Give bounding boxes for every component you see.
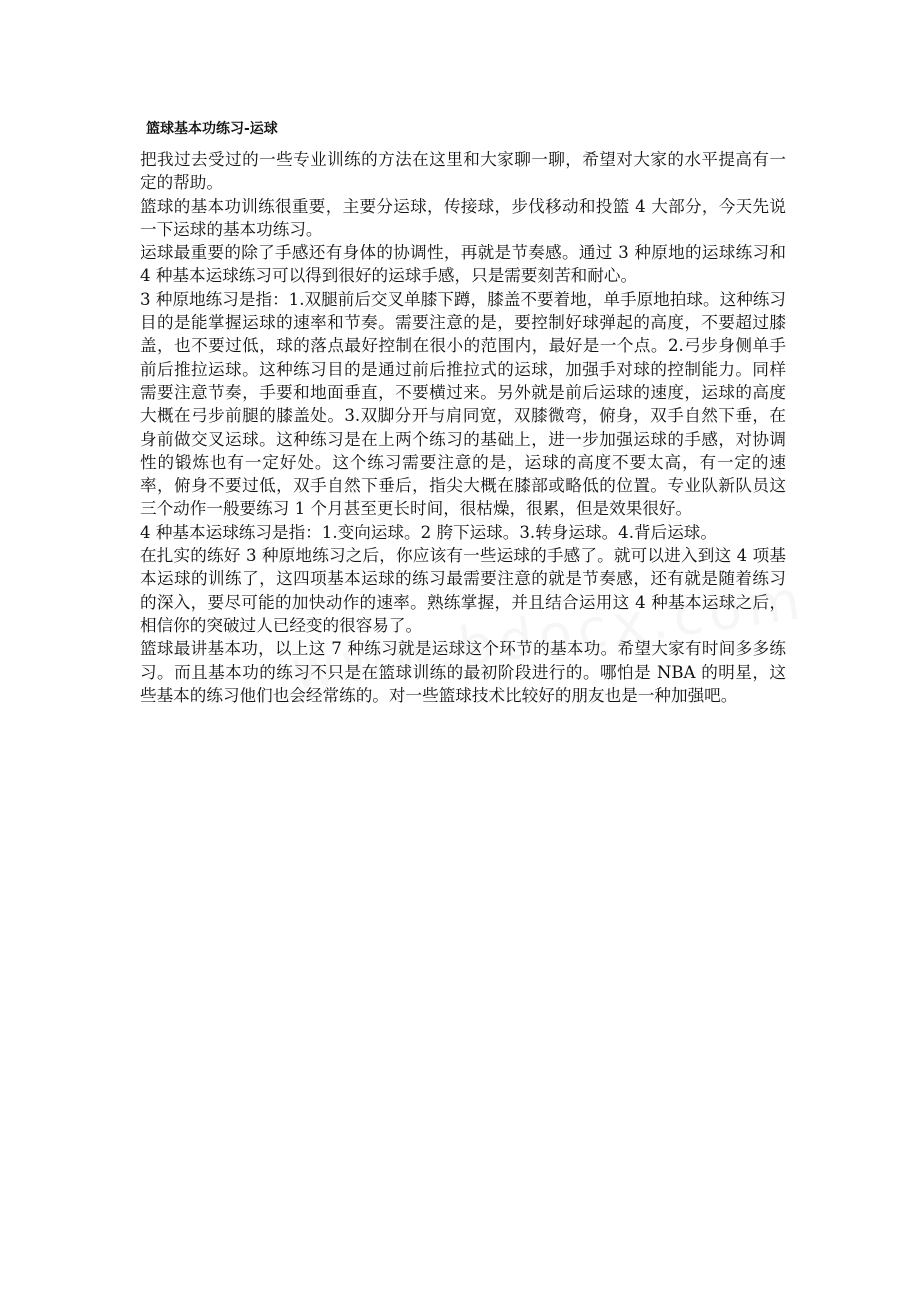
paragraph-overview: 篮球的基本功训练很重要，主要分运球，传接球，步伐移动和投篮 4 大部分，今天先说一下运球的基本功练习。 <box>140 196 786 239</box>
paragraph-conclusion: 篮球最讲基本功，以上这 7 种练习就是运球这个环节的基本功。希望大家有时间多多练习。而且基本功的练习不只是在篮球训练的最初阶段进行的。哪怕是 NBA 的明星，这些基本的练习他们也会经常练的。对一些篮球技术比较好的朋友也是一种加强吧。 <box>140 639 786 705</box>
paragraph-basic-drills-list: 4 种基本运球练习是指：1.变向运球。2 胯下运球。3.转身运球。4.背后运球。 <box>140 522 717 542</box>
document-title: 篮球基本功练习-运球 <box>146 121 278 137</box>
paragraph-key-points: 运球最重要的除了手感还有身体的协调性，再就是节奏感。通过 3 种原地的运球练习和 4 种基本运球练习可以得到很好的运球手感，只是需要刻苦和耐心。 <box>140 243 786 286</box>
paragraph-intro: 把我过去受过的一些专业训练的方法在这里和大家聊一聊，希望对大家的水平提高有一定的帮助。 <box>140 150 786 193</box>
document-body <box>140 148 786 707</box>
paragraph-basic-drills-detail: 在扎实的练好 3 种原地练习之后，你应该有一些运球的手感了。就可以进入到这 4 项基本运球的训练了，这四项基本运球的练习最需要注意的就是节奏感，还有就是随着练习的深入，要尽可能的加快动作的速率。熟练掌握，并且结合运用这 4 种基本运球之后，相信你的突破过人已经变的很容易了。 <box>140 546 786 635</box>
paragraph-stationary-drills: 3 种原地练习是指：1.双腿前后交叉单膝下蹲，膝盖不要着地，单手原地拍球。这种练习目的是能掌握运球的速率和节奏。需要注意的是，要控制好球弹起的高度，不要超过膝盖，也不要过低，球的落点最好控制在很小的范围内，最好是一个点。2.弓步身侧单手前后推拉运球。这种练习目的是通过前后推拉式的运球，加强手对球的控制能力。同样需要注意节奏，手要和地面垂直，不要横过来。另外就是前后运球的速度，运球的高度大概在弓步前腿的膝盖处。3.双脚分开与肩同宽，双膝微弯，俯身，双手自然下垂，在身前做交叉运球。这种练习是在上两个练习的基础上，进一步加强运球的手感，对协调性的锻炼也有一定好处。这个练习需要注意的是，运球的高度不要太高，有一定的速率，俯身不要过低，双手自然下垂后，指尖大概在膝部或略低的位置。专业队新队员这三个动作一般要练习 1 个月甚至更长时间，很枯燥，很累，但是效果很好。 <box>140 289 786 519</box>
